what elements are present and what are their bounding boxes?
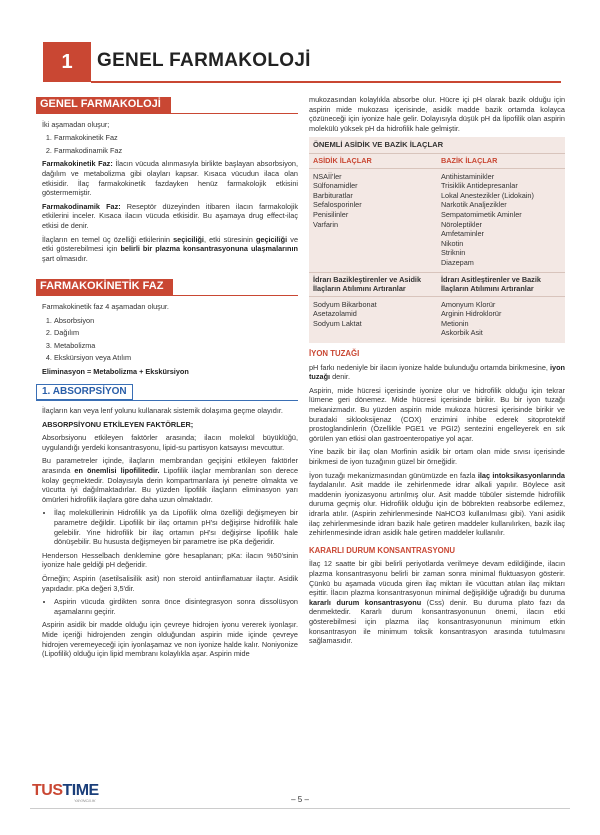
list-item: Penisilinler	[313, 209, 349, 219]
list-item: Askorbik Asit	[441, 328, 483, 338]
ion-trap-aspirin: Aspirin, mide hücresi içerisinde iyonize olur ve hidrofilik olduğu için tekrar lümene geri dönemez. Mide hücresi içerisinde birikir. Bu bir iyon tuzağı mekanizmadır. Bu yüzden aspirin mide mukoza hücresi içerisinde birikir ve buradaki siklooksijenaz (COX) enzimini inhibe ederek sitoprotektif prostoglandinlerin (Özellikle PGE1 ve PGI2) sentezini engelleyerek en sık görülen yan etkisi olan gastroenteropatiye yol açar.	[309, 385, 565, 443]
list-item: Sülfonamidler	[313, 181, 358, 191]
page-number: – 5 –	[291, 795, 309, 804]
acidic-list	[309, 171, 437, 269]
list-item: Amonyum Klorür	[441, 299, 496, 309]
list-item: Sefalosporinler	[313, 200, 362, 210]
chapter-number: 1	[43, 42, 91, 82]
factors-heading: ABSORPSİYONU ETKİLEYEN FAKTÖRLER;	[42, 419, 194, 429]
henderson-paragraph: Henderson Hesselbach denklemine göre hesaplanan; pKa: ilacın %50'sinin iyonize hale geldiği pH değeridir.	[42, 550, 298, 570]
list-item: 1. Farmakokinetik Faz	[54, 133, 298, 143]
list-item: Diazepam	[441, 257, 474, 267]
aspirin-paragraph: Aspirin asidik bir madde olduğu için çevreye hidrojen iyonu vererek iyonlaşır. Mide içeriği hidrojenden zengin olduğundan aspirin mide içinde çevreye hidrojen veremeyeceği için iyonlaşamaz ve non iyonize halde kalır. Noniyonize (Lipofilik) olduğu için lipid membranı kolaylıkla aşar. Aspirin mide	[42, 620, 298, 659]
selectivity-paragraph: İlaçların en temel üç özelliği etkilerinin seçiciliği, etki süresinin geçiciliği ve etki gösterebilmesi için belirli bir plazma konsantrasyonuna ulaşmalarının şart olmasıdır.	[42, 234, 299, 263]
continued-paragraph: mukozasından kolaylıkla absorbe olur. Hücre içi pH olarak bazik olduğu için aspirin mide mukozası içerisinde, asidik madde bazik ortamda kolayca çözüneceği için iyonize hale gelir. Dolayısıyla düşük pH da lipofilik olan aspirin molekülü yüksek pH da hidrofilik hale gelmiştir.	[309, 95, 565, 133]
list-item: • İlaç moleküllerinin Hidrofilik ya da Lipofilik olma özelliği değişmeyen bir parametre değildir. Lipofilik bir ilaç ortamın pH'sı değişirse hidrofilik hale gelebilir. Yine hidrofilik bir ilaç ortamın pH'sı değişirse lipofilik hale dönüşebilir. Bu hususta değişmeyen bir parametre ise pKa değeridir.	[54, 508, 298, 546]
basic-list	[437, 171, 565, 269]
phase-list	[54, 133, 298, 155]
list-item: Sempatomimetik Aminler	[441, 209, 522, 219]
right-column	[309, 95, 565, 650]
ion-trap-morphine: Yine bazik bir ilaç olan Morfinin asidik bir ortam olan mide sıvısı içerisinde birikmesi de iyon tuzağının güzel bir örneğidir.	[309, 447, 565, 466]
list-item: Antihistaminikler	[441, 171, 495, 181]
list-item: Arginin Hidroklorür	[441, 309, 502, 319]
heading-ion-trap: İYON TUZAĞI	[309, 349, 360, 359]
intro-text: İki aşamadan oluşur;	[42, 119, 110, 129]
list-item: Metionin	[441, 318, 469, 328]
list-item: Narkotik Analjezikler	[441, 200, 507, 210]
list-item: Sodyum Laktat	[313, 318, 362, 328]
list-item: 2. Dağılım	[54, 328, 298, 338]
list-item: Nikotin	[441, 238, 464, 248]
bullet-list	[54, 597, 298, 616]
steady-state-paragraph: İlaç 12 saatte bir gibi belirli periyotlarda verilmeye devam edildiğinde, ilacın plazma konsantrasyonu belirli bir zaman sonra minimal fluktuasyon gösterir. Çünkü bu aşamada vücuda giren ilaç miktarı ile vücuttan atılan ilaç miktarı eşittir. İlacın plazma konsantrasyonun minimal değişikliğe uğradığı bu duruma kararlı durum konsantrasyonu (Css) denir. Bu duruma plato fazı da denmektedir. Kararlı durum konsantrasyonunun önemi, ilacın etki gösterebilmesi için plazma ilaç konsantrasyonunun minimum etkin konsantrasyon ile minimum toksik konsantrasyon arasında tutulmasını sağlamasıdır.	[309, 559, 565, 646]
fd-paragraph: Farmakodinamik Faz: Reseptör düzeyinden itibaren ilacın farmakolojik etkilerini inceler. Kısaca ilacın vücuda etkisidir. Bu aşamaya drug effect-ilaç etkisi de denir.	[42, 201, 298, 230]
aspirin-example: Örneğin; Aspirin (asetilsalisilik asit) non steroid antiinflamatuar ilaçtır. Asidik yapıdadır. pKa değeri 3,5'dir.	[42, 573, 298, 593]
list-item: Trisiklik Antidepresanlar	[441, 181, 518, 191]
tustime-logo: TUSTIME YAYINCILIK	[32, 782, 99, 803]
list-item: Nöroleptikler	[441, 219, 482, 229]
list-item: Amfetaminler	[441, 229, 484, 239]
list-item: 2. Farmakodinamik Faz	[54, 146, 298, 156]
ion-trap-intoxication: İyon tuzağı mekanizmasından günümüzde en fazla ilaç intoksikasyonlarında faydalanılır. Asit madde ile zehirlenmede idrar alkali yapılır. Böylece asit maddenin iyonizasyonu artırılmış olur. Asit madde tübüler sistemde hidrofilik duruma geçmiş olur. Hidrofilik olduğu için de böbrekten reabsorbe edilemez, idrarla atılır. (Aspirin zehirlenmesinde NaHCO3 kullanılması gibi). Yani asidik ilaç zehirlenmesinde idrarı bazik hale getiren maddeler kullanılırken, bazik ilaç zehirlenmesinde idrarı asidik hale getiren maddeler kullanılır.	[309, 470, 565, 538]
list-item: Sodyum Bikarbonat	[313, 299, 377, 309]
table-title: ÖNEMLİ ASİDİK VE BAZİK İLAÇLAR	[309, 137, 565, 154]
table-header-acidifiers: İdrarı Asitleştirenler ve Bazik İlaçların Atılımını Artıranlar	[437, 273, 565, 297]
table-header-acidic: ASİDİK İLAÇLAR	[309, 154, 437, 169]
list-item: • Aspirin vücuda girdikten sonra önce disintegrasyon sonra dissolüsyon aşamalarını geçirir.	[54, 597, 298, 616]
subsection-title-absorpsiyon: 1. ABSORPSİYON	[36, 384, 133, 400]
bullet-list	[54, 508, 298, 546]
heading-steady-state: KARARLI DURUM KONSANTRASYONU	[309, 545, 455, 555]
fk-intro: Farmakokinetik faz 4 aşamadan oluşur.	[42, 301, 169, 311]
acidifier-list	[437, 299, 565, 339]
lipophilicity-paragraph: Bu parametreler içinde, ilaçların membrandan geçişini etkileyen faktörler arasında en önemlisi lipofilitedir. Lipofilik ilaçlar membranları son derece kolay geçmektedir. Dolayısıyla derin kompartmanlara iyi penetre olmakta ve vücutta iyi dağılmaktadırlar. Bu yüzden lipofilik ilaçların eliminasyon yarı ömürleri hidrofilik ilaçlara göre daha uzun olmaktadır.	[42, 456, 299, 504]
acid-base-table	[309, 137, 565, 343]
list-item: NSAİİ'ler	[313, 171, 342, 181]
elimination-formula: Eliminasyon = Metabolizma + Ekskürsiyon	[42, 366, 189, 376]
list-item: Asetazolamid	[313, 309, 357, 319]
factors-paragraph: Absorbsiyonu etkileyen faktörler arasında; ilacın molekül büyüklüğü, uygulandığı yerdeki konsantrasyonu, lipid-su partisyon katsayısı mevcuttur.	[42, 433, 298, 452]
list-item: 3. Metabolizma	[54, 341, 298, 351]
absorption-definition: İlaçların kan veya lenf yolunu kullanarak sistemik dolaşıma geçme olayıdır.	[42, 406, 283, 416]
list-item: 1. Absorbsiyon	[54, 316, 298, 326]
list-item: Varfarin	[313, 219, 339, 229]
left-column	[36, 95, 298, 663]
chapter-title: GENEL FARMAKOLOJİ	[97, 50, 311, 71]
table-header-alkalinizers: İdrarı Bazikleştirenler ve Asidik İlaçların Atılımını Artıranlar	[309, 273, 437, 297]
list-item: Barbituratlar	[313, 190, 353, 200]
chapter-rule	[91, 81, 561, 83]
list-item: Striknin	[441, 248, 466, 258]
table-header-basic: BAZİK İLAÇLAR	[437, 154, 565, 169]
ion-trap-definition: pH farkı nedeniyle bir ilacın iyonize halde bulunduğu ortamda birikmesine, iyon tuzağı denir.	[309, 362, 565, 382]
list-item: 4. Ekskürsiyon veya Atılım	[54, 353, 298, 363]
section-title-farmakokinetik: FARMAKOKİNETİK FAZ	[36, 279, 173, 295]
footer-rule	[30, 808, 570, 809]
alkalinizer-list	[309, 299, 437, 339]
fk-paragraph: Farmakokinetik Faz: İlacın vücuda alınmasıyla birlikte başlayan absorbsiyon, dağılım ve metabolizma gibi olayları kapsar. Kısaca vücudun ilaca olan etkisidir. İlaç farmakokinetik fazdayken henüz farmakolojik etkisini göstermemiştir.	[42, 159, 298, 198]
section-title-genel: GENEL FARMAKOLOJİ	[36, 97, 171, 113]
list-item: Lokal Anestezikler (Lidokain)	[441, 190, 534, 200]
fk-phase-list	[54, 316, 298, 363]
